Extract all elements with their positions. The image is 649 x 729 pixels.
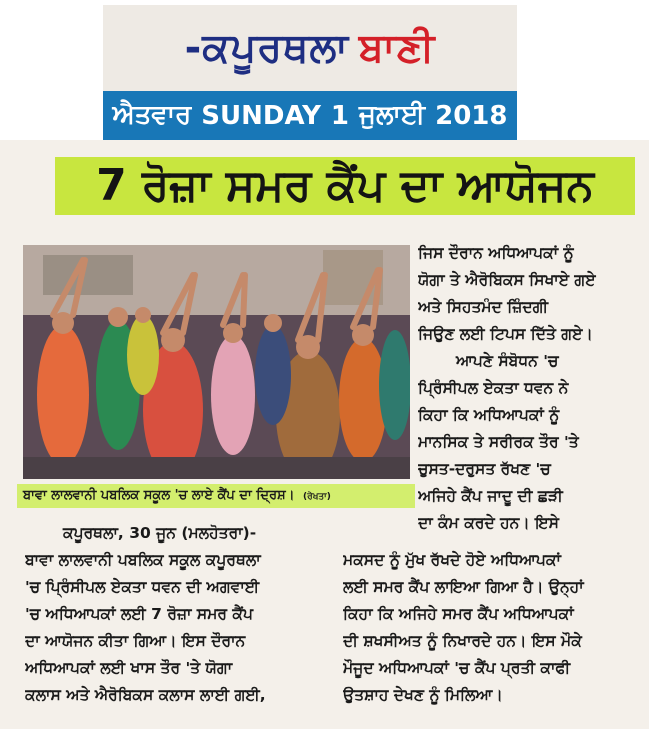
article-line: 'ਚ ਅਧਿਆਪਕਾਂ ਲਈ 7 ਰੋਜ਼ਾ ਸਮਰ ਕੈਂਪ: [25, 605, 253, 623]
article-column-left: [25, 520, 337, 709]
article-line: ਅਜਿਹੇ ਕੈਂਪ ਜਾਦੂ ਦੀ ਛੜੀ: [418, 487, 563, 505]
article-line: ਕਲਾਸ ਅਤੇ ਐਰੋਬਿਕਸ ਕਲਾਸ ਲਾਈ ਗਈ,: [25, 686, 266, 704]
article-line: ਮੌਜੂਦ ਅਧਿਆਪਕਾਂ 'ਚ ਕੈਂਪ ਪ੍ਰਤੀ ਕਾਫੀ: [343, 659, 571, 677]
day-english: SUNDAY: [201, 100, 321, 131]
article-headline: 7 ਰੋਜ਼ਾ ਸਮਰ ਕੈਂਪ ਦਾ ਆਯੋਜਨ: [55, 157, 635, 215]
article-column-bottom: [343, 547, 643, 709]
article-line: ਅਧਿਆਪਕਾਂ ਲਈ ਖਾਸ ਤੌਰ 'ਤੇ ਯੋਗਾ: [25, 659, 233, 677]
paper-name-part1: -ਕਪੂਰਥਲਾ: [184, 25, 349, 71]
article-line: ਜਿਉਣ ਲਈ ਟਿਪਸ ਦਿੱਤੇ ਗਏ।: [418, 325, 593, 343]
article-line: ਬਾਵਾ ਲਾਲਵਾਨੀ ਪਬਲਿਕ ਸਕੂਲ ਕਪੂਰਥਲਾ: [25, 551, 261, 569]
article-line: ਆਪਣੇ ਸੰਬੋਧਨ 'ਚ: [456, 352, 559, 370]
photo-credit: (ਰੇਖਤਾ): [303, 492, 331, 502]
article-line: ਉਤਸ਼ਾਹ ਦੇਖਣ ਨੂੰ ਮਿਲਿਆ।: [343, 686, 503, 704]
article-line: ਦਾ ਕੰਮ ਕਰਦੇ ਹਨ। ਇਸੇ: [418, 514, 559, 532]
article-line: ਦੀ ਸ਼ਖਸੀਅਤ ਨੂੰ ਨਿਖਾਰਦੇ ਹਨ। ਇਸ ਮੌਕੇ: [343, 632, 582, 650]
article-line: ਮਕਸਦ ਨੂੰ ਮੁੱਖ ਰੱਖਦੇ ਹੋਏ ਅਧਿਆਪਕਾਂ: [343, 551, 561, 569]
article-line: ਅਤੇ ਸਿਹਤਮੰਦ ਜ਼ਿੰਦਗੀ: [418, 298, 549, 316]
year: 2018: [435, 100, 508, 131]
caption-text: ਬਾਵਾ ਲਾਲਵਾਨੀ ਪਬਲਿਕ ਸਕੂਲ 'ਚ ਲਾਏ ਕੈਂਪ ਦਾ ਦ੍ਰਿਸ਼।: [23, 488, 295, 503]
date-number: 1: [330, 100, 349, 131]
article-column-right: [418, 240, 643, 537]
photo-caption: [17, 484, 415, 508]
masthead: [103, 5, 517, 140]
article-dateline: ਕਪੂਰਥਲਾ, 30 ਜੂਨ (ਮਲਹੋਤਰਾ)-: [63, 524, 257, 542]
dateline: [103, 91, 517, 140]
yoga-scene-illustration: [23, 245, 410, 479]
month-punjabi: ਜੁਲਾਈ: [359, 100, 426, 130]
yoga-class-photo: [23, 245, 410, 479]
article-line: ਦਾ ਆਯੋਜਨ ਕੀਤਾ ਗਿਆ। ਇਸ ਦੌਰਾਨ: [25, 632, 246, 650]
article-line: 'ਚ ਪ੍ਰਿੰਸੀਪਲ ਏਕਤਾ ਧਵਨ ਦੀ ਅਗਵਾਈ: [25, 578, 260, 596]
article-line: ਯੋਗਾ ਤੇ ਐਰੋਬਿਕਸ ਸਿਖਾਏ ਗਏ: [418, 271, 596, 289]
article-line: ਕਿਹਾ ਕਿ ਅਧਿਆਪਕਾਂ ਨੂੰ: [418, 406, 560, 424]
article-line: ਪ੍ਰਿੰਸੀਪਲ ਏਕਤਾ ਧਵਨ ਨੇ: [418, 379, 569, 397]
article-line: ਚੁਸਤ-ਦਰੁਸਤ ਰੱਖਣ 'ਚ: [418, 460, 551, 478]
article-line: ਕਿਹਾ ਕਿ ਅਜਿਹੇ ਸਮਰ ਕੈਂਪ ਅਧਿਆਪਕਾਂ: [343, 605, 574, 623]
article-line: ਜਿਸ ਦੌਰਾਨ ਅਧਿਆਪਕਾਂ ਨੂੰ: [418, 244, 574, 262]
paper-name: [103, 5, 517, 91]
paper-name-part2: ਬਾਣੀ: [358, 25, 436, 71]
article-line: ਮਾਨਸਿਕ ਤੇ ਸਰੀਰਕ ਤੌਰ 'ਤੇ: [418, 433, 579, 451]
article-line: ਲਈ ਸਮਰ ਕੈਂਪ ਲਾਇਆ ਗਿਆ ਹੈ। ਉਨ੍ਹਾਂ: [343, 578, 584, 596]
day-punjabi: ਐਤਵਾਰ: [112, 100, 192, 130]
